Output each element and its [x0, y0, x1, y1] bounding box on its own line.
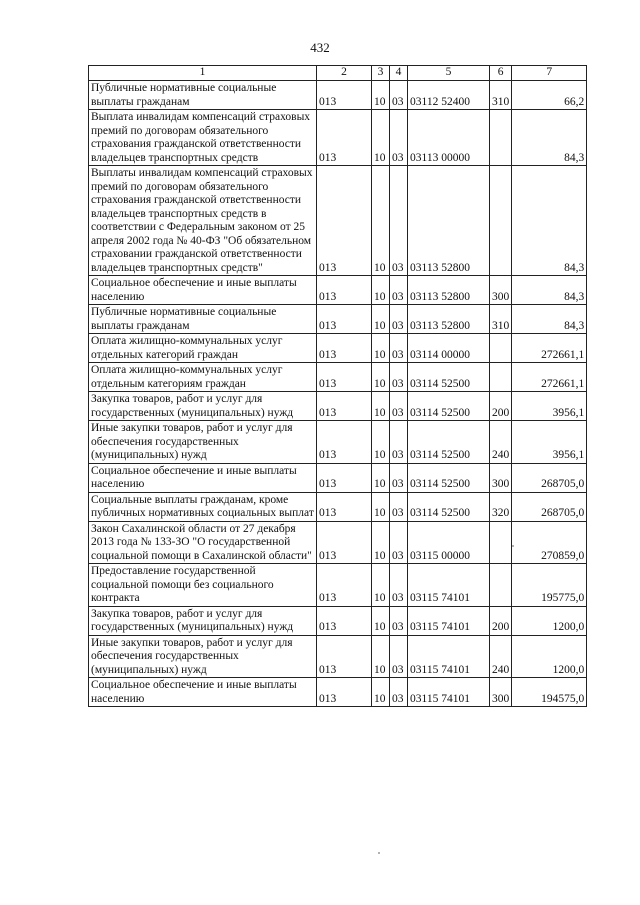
ministry-code-cell: 013 — [317, 81, 372, 110]
target-article-cell: 03115 74101 — [408, 564, 490, 607]
expense-name-cell: Закон Сахалинской области от 27 декабря 2013 года № 133-ЗО "О государственной социальной помощи в Сахалинской области" — [89, 521, 317, 564]
expense-name-cell: Социальные выплаты гражданам, кроме публичных нормативных социальных выплат — [89, 492, 317, 521]
amount-cell: 84,3 — [512, 305, 587, 334]
section-code-cell: 10 — [372, 492, 390, 521]
expense-type-cell: 310 — [490, 305, 512, 334]
table-row — [89, 305, 587, 334]
subsection-code-cell: 03 — [390, 363, 408, 392]
table-row — [89, 521, 587, 564]
target-article-cell: 03112 52400 — [408, 81, 490, 110]
expense-name-cell: Иные закупки товаров, работ и услуг для обеспечения государственных (муниципальных) нужд — [89, 635, 317, 678]
expense-name-cell: Выплата инвалидам компенсаций страховых премий по договорам обязательного страхования гражданской ответственности владельцев транспортных средств — [89, 110, 317, 166]
expense-type-cell: 300 — [490, 678, 512, 707]
expense-name-cell: Предоставление государственной социальной помощи без социального контракта — [89, 564, 317, 607]
section-code-cell: 10 — [372, 564, 390, 607]
expense-type-cell: 200 — [490, 606, 512, 635]
expense-type-cell — [490, 166, 512, 276]
target-article-cell: 03113 52800 — [408, 276, 490, 305]
section-code-cell: 10 — [372, 521, 390, 564]
target-article-cell: 03113 00000 — [408, 110, 490, 166]
table-row — [89, 110, 587, 166]
subsection-code-cell: 03 — [390, 305, 408, 334]
scan-speck — [512, 545, 514, 547]
table-row — [89, 564, 587, 607]
budget-table — [88, 65, 587, 707]
ministry-code-cell: 013 — [317, 334, 372, 363]
expense-type-cell — [490, 564, 512, 607]
subsection-code-cell: 03 — [390, 678, 408, 707]
section-code-cell: 10 — [372, 421, 390, 464]
expense-name-cell: Публичные нормативные социальные выплаты гражданам — [89, 81, 317, 110]
subsection-code-cell: 03 — [390, 421, 408, 464]
table-row — [89, 463, 587, 492]
section-code-cell: 10 — [372, 463, 390, 492]
section-code-cell: 10 — [372, 363, 390, 392]
header-col-7: 7 — [512, 66, 587, 81]
amount-cell: 268705,0 — [512, 463, 587, 492]
target-article-cell: 03114 52500 — [408, 492, 490, 521]
table-row — [89, 678, 587, 707]
expense-type-cell: 300 — [490, 276, 512, 305]
expense-type-cell: 240 — [490, 421, 512, 464]
section-code-cell: 10 — [372, 334, 390, 363]
section-code-cell: 10 — [372, 166, 390, 276]
table-row — [89, 392, 587, 421]
subsection-code-cell: 03 — [390, 564, 408, 607]
section-code-cell: 10 — [372, 392, 390, 421]
ministry-code-cell: 013 — [317, 564, 372, 607]
table-row — [89, 606, 587, 635]
amount-cell: 84,3 — [512, 166, 587, 276]
target-article-cell: 03115 74101 — [408, 606, 490, 635]
expense-name-cell: Публичные нормативные социальные выплаты гражданам — [89, 305, 317, 334]
table-row — [89, 276, 587, 305]
ministry-code-cell: 013 — [317, 635, 372, 678]
expense-type-cell: 320 — [490, 492, 512, 521]
table-row — [89, 492, 587, 521]
section-code-cell: 10 — [372, 276, 390, 305]
ministry-code-cell: 013 — [317, 463, 372, 492]
amount-cell: 3956,1 — [512, 421, 587, 464]
header-col-5: 5 — [408, 66, 490, 81]
expense-name-cell: Оплата жилищно-коммунальных услуг отдельных категорий граждан — [89, 334, 317, 363]
amount-cell: 270859,0 — [512, 521, 587, 564]
expense-type-cell: 200 — [490, 392, 512, 421]
section-code-cell: 10 — [372, 678, 390, 707]
subsection-code-cell: 03 — [390, 392, 408, 421]
amount-cell: 195775,0 — [512, 564, 587, 607]
page-number: 432 — [310, 40, 330, 55]
ministry-code-cell: 013 — [317, 276, 372, 305]
amount-cell: 84,3 — [512, 110, 587, 166]
subsection-code-cell: 03 — [390, 463, 408, 492]
expense-name-cell: Социальное обеспечение и иные выплаты населению — [89, 678, 317, 707]
expense-name-cell: Социальное обеспечение и иные выплаты населению — [89, 276, 317, 305]
amount-cell: 1200,0 — [512, 635, 587, 678]
ministry-code-cell: 013 — [317, 166, 372, 276]
ministry-code-cell: 013 — [317, 305, 372, 334]
header-col-3: 3 — [372, 66, 390, 81]
section-code-cell: 10 — [372, 81, 390, 110]
subsection-code-cell: 03 — [390, 81, 408, 110]
section-code-cell: 10 — [372, 635, 390, 678]
subsection-code-cell: 03 — [390, 492, 408, 521]
ministry-code-cell: 013 — [317, 421, 372, 464]
ministry-code-cell: 013 — [317, 492, 372, 521]
target-article-cell: 03114 52500 — [408, 463, 490, 492]
header-col-4: 4 — [390, 66, 408, 81]
expense-name-cell: Закупка товаров, работ и услуг для государственных (муниципальных) нужд — [89, 392, 317, 421]
ministry-code-cell: 013 — [317, 606, 372, 635]
table-row — [89, 363, 587, 392]
target-article-cell: 03115 00000 — [408, 521, 490, 564]
expense-name-cell: Выплаты инвалидам компенсаций страховых премий по договорам обязательного страхования гражданской ответственности владельцев транспортных средств в соответствии с Федеральным законом от 25 апреля 2002 года № 40-ФЗ "Об обязательном страховании гражданской ответственности владельцев транспортных средств" — [89, 166, 317, 276]
target-article-cell: 03115 74101 — [408, 635, 490, 678]
amount-cell: 268705,0 — [512, 492, 587, 521]
expense-type-cell: 310 — [490, 81, 512, 110]
amount-cell: 272661,1 — [512, 363, 587, 392]
target-article-cell: 03115 74101 — [408, 678, 490, 707]
expense-type-cell: 240 — [490, 635, 512, 678]
ministry-code-cell: 013 — [317, 521, 372, 564]
target-article-cell: 03114 52500 — [408, 392, 490, 421]
subsection-code-cell: 03 — [390, 606, 408, 635]
table-row — [89, 334, 587, 363]
section-code-cell: 10 — [372, 110, 390, 166]
ministry-code-cell: 013 — [317, 363, 372, 392]
subsection-code-cell: 03 — [390, 166, 408, 276]
expense-type-cell — [490, 334, 512, 363]
expense-name-cell: Иные закупки товаров, работ и услуг для обеспечения государственных (муниципальных) нужд — [89, 421, 317, 464]
header-row — [89, 66, 587, 81]
amount-cell: 66,2 — [512, 81, 587, 110]
amount-cell: 272661,1 — [512, 334, 587, 363]
subsection-code-cell: 03 — [390, 110, 408, 166]
section-code-cell: 10 — [372, 305, 390, 334]
amount-cell: 1200,0 — [512, 606, 587, 635]
expense-type-cell: 300 — [490, 463, 512, 492]
target-article-cell: 03114 52500 — [408, 421, 490, 464]
target-article-cell: 03113 52800 — [408, 305, 490, 334]
expense-name-cell: Закупка товаров, работ и услуг для государственных (муниципальных) нужд — [89, 606, 317, 635]
amount-cell: 3956,1 — [512, 392, 587, 421]
table-row — [89, 81, 587, 110]
expense-name-cell: Социальное обеспечение и иные выплаты населению — [89, 463, 317, 492]
section-code-cell: 10 — [372, 606, 390, 635]
subsection-code-cell: 03 — [390, 635, 408, 678]
expense-type-cell — [490, 110, 512, 166]
header-col-6: 6 — [490, 66, 512, 81]
scan-speck — [378, 852, 380, 854]
amount-cell: 84,3 — [512, 276, 587, 305]
subsection-code-cell: 03 — [390, 334, 408, 363]
amount-cell: 194575,0 — [512, 678, 587, 707]
ministry-code-cell: 013 — [317, 110, 372, 166]
subsection-code-cell: 03 — [390, 276, 408, 305]
expense-type-cell — [490, 521, 512, 564]
expense-name-cell: Оплата жилищно-коммунальных услуг отдельным категориям граждан — [89, 363, 317, 392]
ministry-code-cell: 013 — [317, 392, 372, 421]
ministry-code-cell: 013 — [317, 678, 372, 707]
table-row — [89, 421, 587, 464]
table-row — [89, 635, 587, 678]
expense-type-cell — [490, 363, 512, 392]
header-col-2: 2 — [317, 66, 372, 81]
target-article-cell: 03114 00000 — [408, 334, 490, 363]
subsection-code-cell: 03 — [390, 521, 408, 564]
target-article-cell: 03114 52500 — [408, 363, 490, 392]
target-article-cell: 03113 52800 — [408, 166, 490, 276]
header-col-1: 1 — [89, 66, 317, 81]
table-row — [89, 166, 587, 276]
